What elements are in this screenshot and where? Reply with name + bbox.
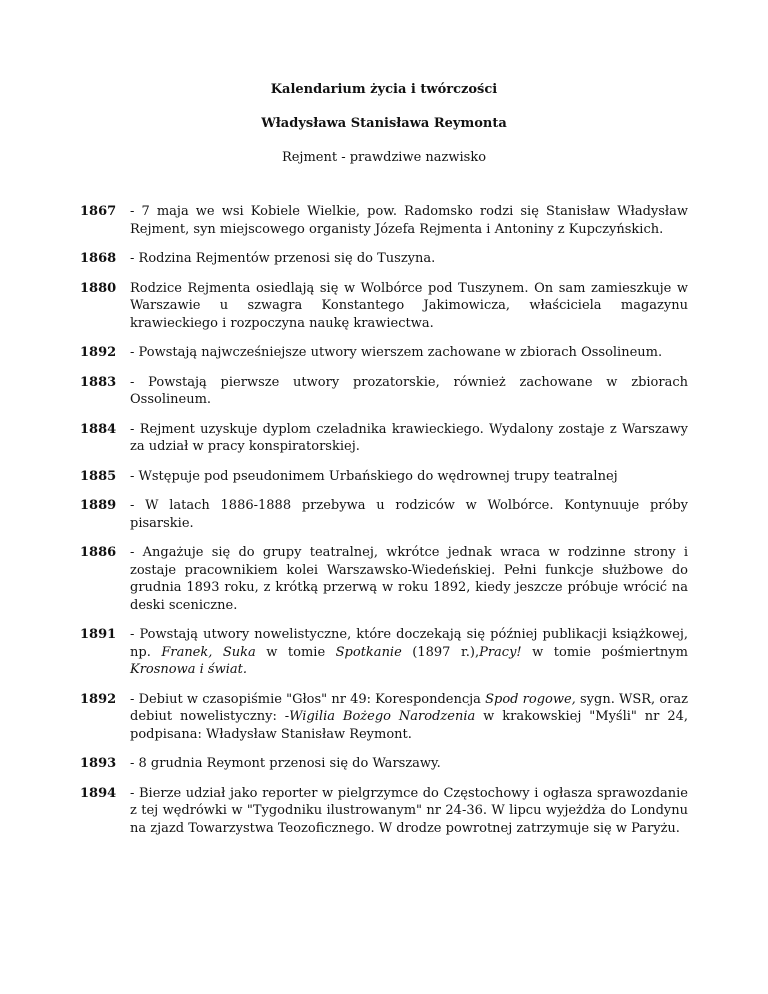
entry-text-part: - Debiut w czasopiśmie "Głos" nr 49: Korespondencja — [130, 691, 486, 707]
entry-text: - W latach 1886-1888 przebywa u rodziców w Wolbórce. Kontynuuje próby pisarskie. — [130, 498, 688, 531]
timeline-entry — [80, 691, 688, 744]
entry-year: 1880 — [80, 280, 117, 296]
timeline-entry — [80, 468, 688, 486]
timeline-entry — [80, 421, 688, 456]
entry-text: - Bierze udział jako reporter w pielgrzymce do Częstochowy i ogłasza sprawozdanie z tej wędrówki w "Tygodniku ilustrowanym" nr 24-36. W lipcu wyjeżdża do Londynu na zjazd Towarzystwa Teozoficznego. W drodze powrotnej zatrzymuje się w Paryżu. — [130, 785, 688, 836]
timeline-entry — [80, 755, 688, 773]
timeline-entry — [80, 544, 688, 614]
entry-year: 1892 — [80, 691, 117, 707]
entry-year: 1893 — [80, 756, 117, 771]
entry-year: 1889 — [80, 498, 117, 513]
timeline-entry — [80, 785, 688, 838]
timeline-entry — [80, 250, 688, 268]
work-title: Spotkanie — [335, 644, 402, 660]
document-title: Kalendarium życia i twórczości — [270, 82, 498, 97]
entry-year: 1886 — [80, 545, 117, 560]
entry-year: 1892 — [80, 345, 117, 360]
entry-text: - Angażuje się do grupy teatralnej, wkrótce jednak wraca w rodzinne strony i zostaje pracownikiem kolei Warszawsko-Wiedeńskiej. Pełni funkcje służbowe do grudnia 1893 roku, z krótką przerwą w roku 1892, kiedy jeszcze próbuje wrócić na deski sceniczne. — [130, 545, 688, 613]
timeline-entry — [80, 497, 688, 532]
entry-year: 1868 — [80, 251, 117, 266]
work-title: Spod rogowe, — [485, 691, 576, 707]
entry-year: 1883 — [80, 374, 117, 390]
work-title: Wigilia Bożego Narodzenia — [289, 709, 476, 724]
timeline-entry — [80, 280, 688, 333]
entry-text: - Powstają najwcześniejsze utwory wierszem zachowane w zbiorach Ossolineum. — [130, 345, 663, 360]
entry-text-part: w tomie pośmiertnym — [521, 644, 688, 660]
entry-year: 1867 — [80, 204, 117, 219]
timeline-entry — [80, 203, 688, 238]
entry-text-part: w tomie — [255, 644, 336, 660]
document-subtitle: Rejment - prawdziwe nazwisko — [281, 150, 487, 165]
work-title: Krosnowa i świat. — [130, 662, 247, 677]
entry-text: - Wstępuje pod pseudonimem Urbańskiego do wędrownej trupy teatralnej — [130, 468, 618, 484]
entry-text-part: (1897 r.), — [401, 644, 480, 660]
entry-text: - Rodzina Rejmentów przenosi się do Tuszyna. — [130, 251, 436, 266]
entry-year: 1891 — [80, 627, 117, 642]
entry-text-part: sygn. WSR, oraz debiut nowelistyczny: - — [130, 691, 688, 724]
timeline-entry — [80, 344, 688, 362]
entry-text: Rodzice Rejmenta osiedlają się w Wolbórce pod Tuszynem. On sam zamieszkuje w Warszawie u szwagra Konstantego Jakimowicza, właściciela magazynu krawieckiego i rozpoczyna naukę krawiectwa. — [130, 280, 688, 331]
entry-text-part: - Powstają utwory nowelistyczne, które doczekają się później publikacji książkowej, np. — [130, 627, 688, 660]
timeline-entry — [80, 374, 688, 409]
entry-text: - Powstają pierwsze utwory prozatorskie, również zachowane w zbiorach Ossolineum. — [130, 374, 688, 407]
entry-year: 1885 — [80, 468, 117, 484]
entry-text — [130, 691, 688, 744]
entry-text: - 7 maja we wsi Kobiele Wielkie, pow. Radomsko rodzi się Stanisław Władysław Rejment, syn miejscowego organisty Józefa Rejmenta i Antoniny z Kupczyńskich. — [130, 204, 688, 237]
work-title: Franek, Suka — [161, 644, 256, 660]
entry-text: - Rejment uzyskuje dyplom czeladnika krawieckiego. Wydalony zostaje z Warszawy za udział w pracy konspiratorskiej. — [130, 421, 688, 454]
entry-year: 1884 — [80, 421, 117, 437]
work-title: Pracy! — [479, 644, 522, 660]
entry-text-part: w krakowskiej "Myśli" nr 24, podpisana: Władysław Stanisław Reymont. — [130, 709, 688, 742]
timeline-entry — [80, 626, 688, 679]
entry-year: 1894 — [80, 785, 117, 801]
document-subject: Władysława Stanisława Reymonta — [261, 116, 507, 131]
entry-text — [130, 626, 688, 679]
entry-text: - 8 grudnia Reymont przenosi się do Warszawy. — [130, 756, 441, 771]
